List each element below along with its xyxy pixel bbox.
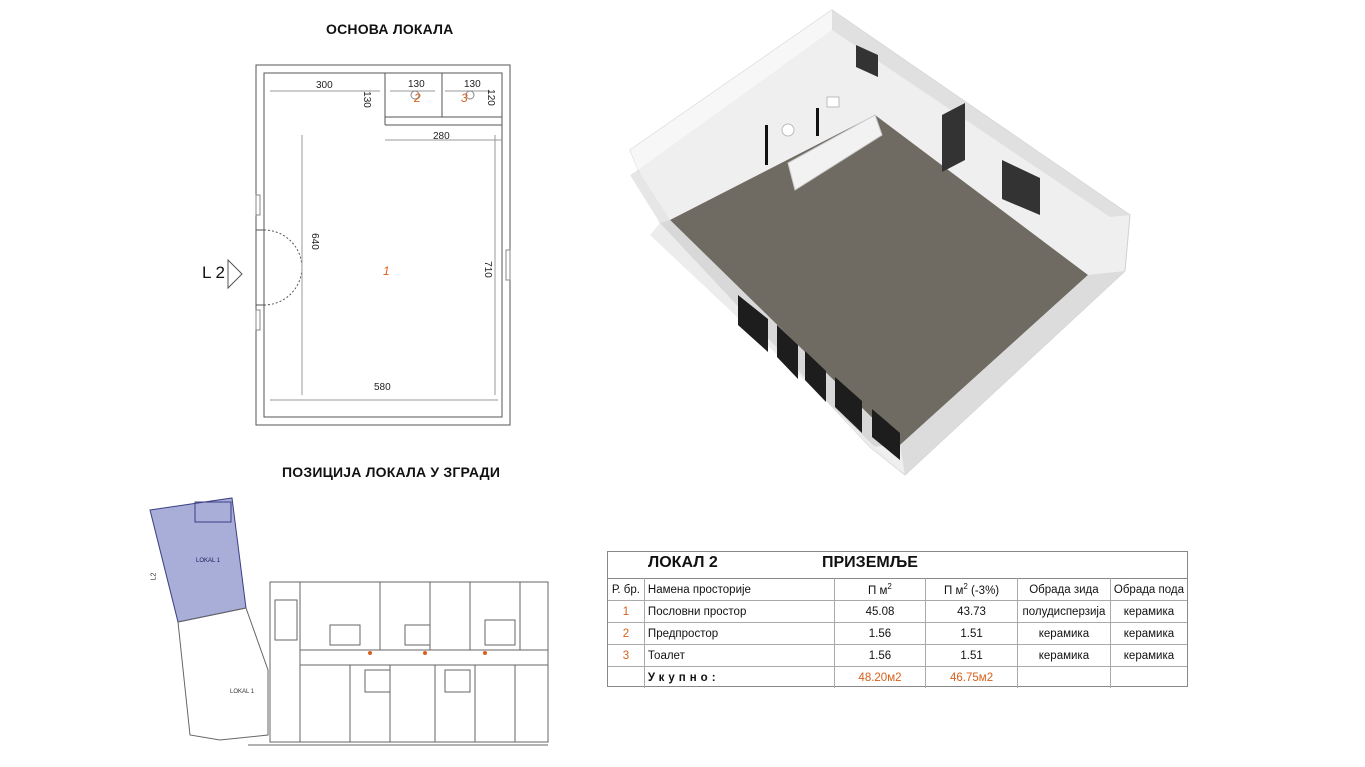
row-area: 1.56 (834, 645, 925, 667)
row-wall: керамика (1017, 623, 1110, 645)
row-area: 1.56 (834, 623, 925, 645)
row-area-reduced: 1.51 (926, 645, 1018, 667)
dim-left-height: 640 (308, 233, 320, 250)
row-area: 45.08 (834, 601, 925, 623)
total-empty (608, 667, 644, 689)
row-wall: полудисперзија (1017, 601, 1110, 623)
floor-plan (190, 55, 520, 435)
dim-mid: 280 (433, 131, 450, 142)
table-row (608, 601, 1187, 623)
row-name: Тоалет (644, 645, 834, 667)
total-area-reduced: 46.75м2 (926, 667, 1018, 689)
area-table (607, 551, 1188, 687)
table-title: ЛОКАЛ 2 (648, 554, 718, 571)
render-3d (620, 5, 1140, 480)
row-area-reduced: 43.73 (926, 601, 1018, 623)
table-header-row (608, 579, 1187, 601)
highlight-unit-label: LOKAL 1 (196, 558, 221, 564)
row-floor: керамика (1110, 623, 1187, 645)
room-number-3: 3 (461, 91, 468, 105)
row-floor: керамика (1110, 645, 1187, 667)
dim-top-mid: 130 (408, 79, 425, 90)
header-area-reduced-suffix: (-3%) (967, 584, 1000, 597)
row-floor: керамика (1110, 601, 1187, 623)
entrance-label: L 2 (202, 263, 226, 282)
dim-right-small: 120 (484, 89, 496, 106)
row-area-reduced: 1.51 (926, 623, 1018, 645)
row-name: Пословни простор (644, 601, 834, 623)
table-row (608, 645, 1187, 667)
row-num: 2 (608, 623, 644, 645)
room-number-2: 2 (414, 91, 421, 105)
dim-vert-small: 130 (360, 91, 372, 108)
dim-bottom: 580 (374, 382, 391, 393)
header-num: Р. бр. (608, 579, 644, 601)
header-area-sup: 2 (887, 582, 892, 592)
area-table-grid (608, 578, 1187, 688)
position-title: ПОЗИЦИЈА ЛОКАЛА У ЗГРАДИ (282, 464, 501, 480)
total-floor-empty (1110, 667, 1187, 689)
header-area-reduced-sup: 2 (963, 582, 968, 592)
building-plan (140, 490, 560, 760)
table-total-row (608, 667, 1187, 689)
header-area-reduced-label: П м (944, 584, 964, 597)
row-wall: керамика (1017, 645, 1110, 667)
header-area (834, 579, 925, 601)
header-name: Намена просторије (644, 579, 834, 601)
header-wall: Обрада зида (1017, 579, 1110, 601)
table-floor: ПРИЗЕМЉЕ (822, 554, 918, 571)
row-name: Предпростор (644, 623, 834, 645)
table-row (608, 623, 1187, 645)
dim-right-height: 710 (481, 261, 493, 278)
other-unit-label: LOKAL 1 (230, 689, 255, 695)
row-num: 1 (608, 601, 644, 623)
dim-top-right: 130 (464, 79, 481, 90)
dim-top-left: 300 (316, 80, 333, 91)
position-entrance-label: L2 (150, 572, 158, 581)
header-area-reduced (926, 579, 1018, 601)
room-number-1: 1 (383, 264, 390, 278)
total-area: 48.20м2 (834, 667, 925, 689)
header-area-label: П м (868, 584, 888, 597)
row-num: 3 (608, 645, 644, 667)
total-wall-empty (1017, 667, 1110, 689)
header-floor: Обрада пода (1110, 579, 1187, 601)
total-label: Укупно: (644, 667, 834, 689)
plan-title: ОСНОВА ЛОКАЛА (326, 21, 454, 37)
